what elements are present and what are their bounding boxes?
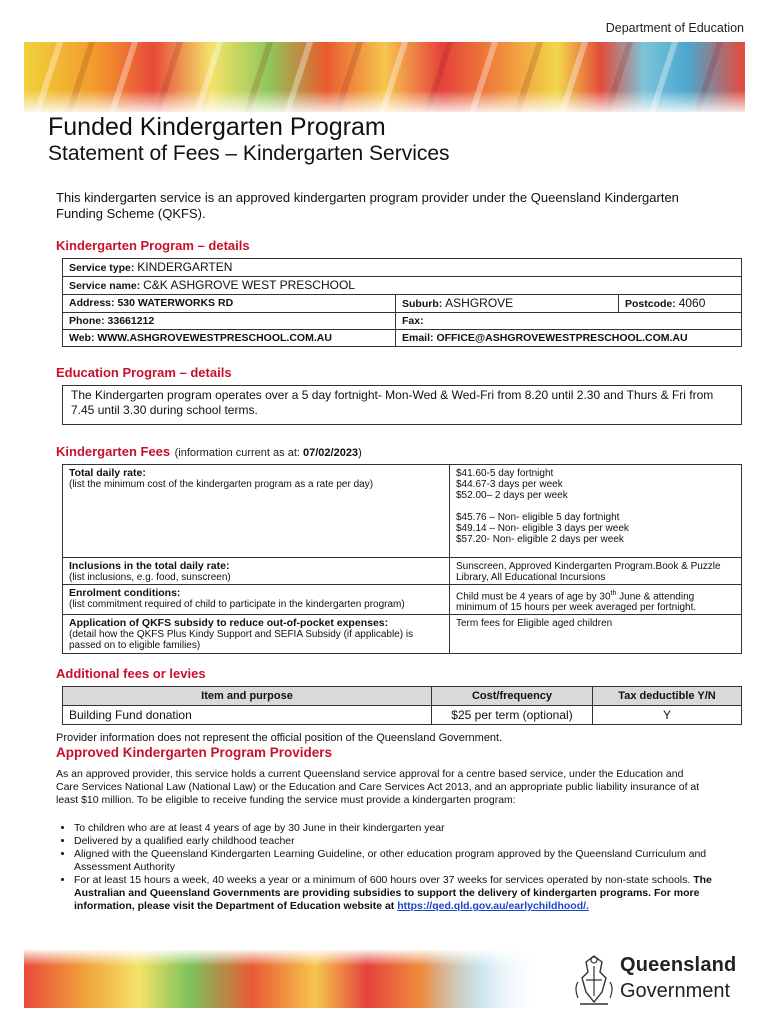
phone-cell <box>63 313 396 330</box>
additional-fees-heading: Additional fees or levies <box>56 666 206 681</box>
footer-banner <box>24 950 544 1008</box>
logo-queensland: Queensland <box>620 954 737 976</box>
enrolment-value <box>450 585 742 615</box>
queensland-government-logo <box>570 952 750 1010</box>
rate-line: $41.60-5 day fortnight <box>456 468 554 479</box>
suburb-cell <box>396 295 619 313</box>
last-bullet-text: For at least 15 hours a week, 40 weeks a year or a minimum of 600 hours over 37 weeks for services operated by non-state schools. <box>74 874 691 886</box>
rate-line: $45.76 – Non- eligible 5 day fortnight <box>456 512 620 523</box>
rate-line: $52.00– 2 days per week <box>456 490 568 501</box>
subsidy-notice: The Australian and Queensland Governments are providing subsidies to support the delivery of kindergarten programs. For more information, please visit the Department of Education website at <box>74 874 712 912</box>
table-row <box>63 706 742 725</box>
program-details-table <box>62 258 742 347</box>
service-name-value: C&K ASHGROVE WEST PRESCHOOL <box>143 278 355 292</box>
column-header: Item and purpose <box>63 687 432 706</box>
approved-providers-heading: Approved Kindergarten Program Providers <box>56 745 333 760</box>
list-item: • Delivered by a qualified early childhood teacher <box>74 835 724 848</box>
web-label: Web: <box>69 332 95 344</box>
intro-text: This kindergarten service is an approved kindergarten program provider under the Queensland Kindergarten Funding Scheme (QKFS). <box>56 190 679 221</box>
tax-cell: Y <box>593 706 742 725</box>
fees-heading: Kindergarten Fees <box>56 444 171 459</box>
daily-rate-values-cell <box>450 465 742 558</box>
column-header: Cost/frequency <box>432 687 593 706</box>
item-cell: Building Fund donation <box>63 706 432 725</box>
education-heading: Education Program – details <box>56 365 232 380</box>
service-type-label: Service type: <box>69 262 135 274</box>
rate-line: $57.20- Non- eligible 2 days per week <box>456 534 624 545</box>
education-website-link[interactable]: https://qed.qld.gov.au/earlychildhood/. <box>397 900 589 912</box>
suburb-value: ASHGROVE <box>445 296 514 310</box>
postcode-label: Postcode: <box>625 298 676 310</box>
daily-rate-hint: (list the minimum cost of the kindergarten program as a rate per day) <box>69 479 374 490</box>
suburb-label: Suburb: <box>402 298 443 310</box>
email-label: Email: <box>402 332 434 344</box>
page-title: Funded Kindergarten Program <box>48 113 386 141</box>
enrolment-superscript: th <box>610 590 617 597</box>
email-value: OFFICE@ASHGROVEWESTPRESCHOOL.COM.AU <box>436 332 688 344</box>
service-name-cell <box>63 277 742 295</box>
fees-note-prefix: (information current as at: <box>174 447 303 459</box>
fax-cell <box>396 313 742 330</box>
program-details-heading: Kindergarten Program – details <box>56 238 250 253</box>
inclusions-label: Inclusions in the total daily rate: <box>69 560 230 572</box>
phone-value: 33661212 <box>107 315 155 327</box>
inclusions-hint: (list inclusions, e.g. food, sunscreen) <box>69 572 231 583</box>
fax-label: Fax: <box>402 315 424 327</box>
address-label: Address: <box>69 297 115 309</box>
address-value: 530 WATERWORKS RD <box>117 297 234 309</box>
list-item: • Aligned with the Queensland Kindergarten Learning Guideline, or other education program approved by the Queensland Curriculum and Assessment Authority <box>74 848 724 874</box>
list-item <box>74 874 724 913</box>
rate-line: $49.14 – Non- eligible 3 days per week <box>456 523 629 534</box>
list-item: • To children who are at least 4 years of age by 30 June in their kindergarten year <box>74 822 724 835</box>
address-cell <box>63 295 396 313</box>
logo-government: Government <box>620 980 731 1002</box>
phone-label: Phone: <box>69 315 105 327</box>
disclaimer: Provider information does not represent the official position of the Queensland Government. <box>56 732 503 744</box>
postcode-cell <box>619 295 742 313</box>
web-cell <box>63 330 396 347</box>
header-banner <box>24 42 745 112</box>
requirements-list <box>56 822 724 913</box>
page-subtitle: Statement of Fees – Kindergarten Services <box>48 142 450 165</box>
subsidy-label: Application of QKFS subsidy to reduce out-of-pocket expenses: <box>69 617 389 630</box>
fees-heading-row <box>56 443 362 461</box>
fees-date: 07/02/2023 <box>303 447 359 459</box>
service-name-label: Service name: <box>69 280 141 292</box>
rate-line: $44.67-3 days per week <box>456 479 563 490</box>
coat-of-arms-icon <box>572 952 616 1008</box>
department-name: Department of Education <box>605 21 744 35</box>
subsidy-label-cell <box>63 615 450 654</box>
service-type-cell <box>63 259 742 277</box>
enrolment-label: Enrolment conditions: <box>69 587 181 599</box>
additional-fees-table <box>62 686 742 725</box>
enrolment-label-cell <box>63 585 450 615</box>
inclusions-label-cell <box>63 558 450 585</box>
daily-rate-label: Total daily rate: <box>69 467 146 479</box>
approved-providers-paragraph: As an approved provider, this service holds a current Queensland service approval for a centre based service, under the Education and Care Services National Law (National Law) or the Education and Care Services Act 2013, and an appropriate public liability insurance of at least $10 million. To be eligible to receive funding the service must provide a kindergarten program: <box>56 768 700 806</box>
postcode-value: 4060 <box>678 296 706 310</box>
enrolment-hint: (list commitment required of child to participate in the kindergarten program) <box>69 599 405 610</box>
web-value: WWW.ASHGROVEWESTPRESCHOOL.COM.AU <box>97 332 332 344</box>
subsidy-value: Term fees for Eligible aged children <box>450 615 742 654</box>
education-text: The Kindergarten program operates over a 5 day fortnight- Mon-Wed & Wed-Fri from 8.20 until 2.30 and Thurs & Fri from 7.45 until 3.30 during school terms. <box>62 385 742 425</box>
cost-cell: $25 per term (optional) <box>432 706 593 725</box>
fees-note-suffix: ) <box>358 447 362 459</box>
service-type-value: KINDERGARTEN <box>137 260 233 274</box>
subsidy-hint: (detail how the QKFS Plus Kindy Support and SEFIA Subsidy (if applicable) is passed on to eligible families) <box>69 629 414 652</box>
inclusions-value: Sunscreen, Approved Kindergarten Program.Book & Puzzle Library, All Educational Incursions <box>450 558 742 585</box>
email-cell <box>396 330 742 347</box>
column-header: Tax deductible Y/N <box>593 687 742 706</box>
enrolment-text-end: June & attending minimum of 15 hours per week averaged per fortnight. <box>456 591 697 614</box>
enrolment-text-start: Child must be 4 years of age by 30 <box>456 591 611 603</box>
fees-table <box>62 464 742 654</box>
daily-rate-label-cell <box>63 465 450 558</box>
